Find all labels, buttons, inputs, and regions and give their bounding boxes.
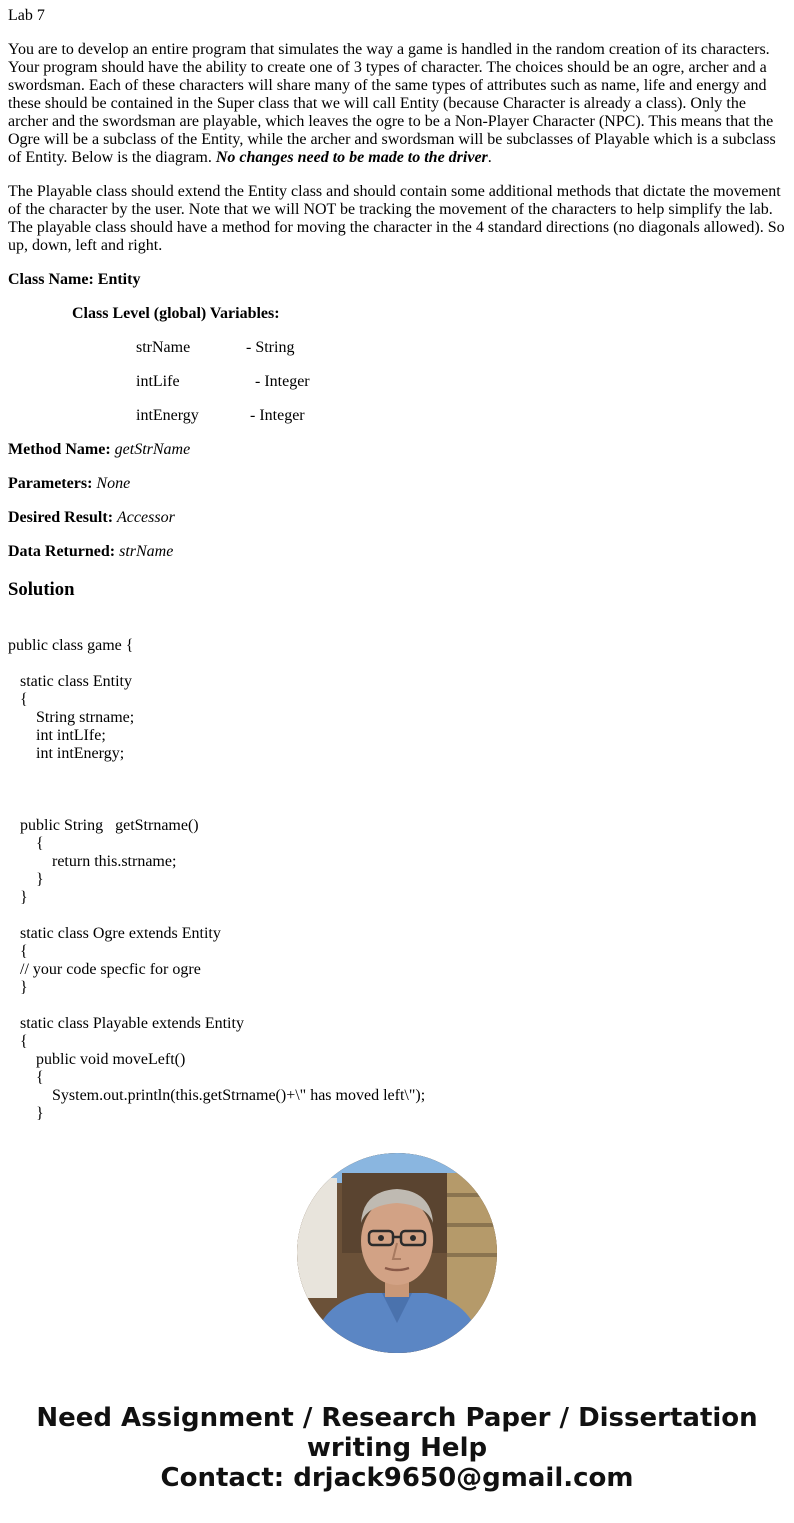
document-body [8, 7, 786, 1123]
code-line [8, 799, 786, 817]
avatar-photo [297, 1153, 497, 1353]
code-line: static class Entity [8, 673, 132, 690]
code-line: return this.strname; [8, 853, 177, 870]
variables-heading: Class Level (global) Variables: [72, 305, 280, 322]
driver-note: No changes need to be made to the driver [215, 149, 488, 166]
code-line: { [8, 943, 28, 960]
variable-row-intlife: intLife - Integer [136, 373, 310, 390]
solution-heading: Solution [8, 579, 75, 600]
class-name-heading: Class Name: Entity [8, 271, 141, 288]
banner-line-2: writing Help [306, 1433, 488, 1463]
playable-paragraph: The Playable class should extend the Entity class and should contain some additional methods that dictate the movement of the character by the user. Note that we will NOT be tracking the movement of the characters to help simplify the lab. The playable class should have a method for moving the character in the 4 standard directions (no diagonals allowed). So up, down, left and right. [8, 183, 785, 254]
banner-line-1: Need Assignment / Research Paper / Dissertation [36, 1403, 758, 1433]
variable-row-intenergy: intEnergy - Integer [136, 407, 305, 424]
data-returned-line: Data Returned: strName [8, 543, 174, 560]
code-line: { [8, 691, 28, 708]
intro-paragraph: You are to develop an entire program that simulates the way a game is handled in the random creation of its characters. Your program should have the ability to create one of 3 types of character. The choices should be an ogre, archer and a swordsman. Each of these characters will share many of the same types of attributes such as name, life and energy and these should be contained in the Super class that we will call Entity (because Character is already a class). Only the archer and the swordsman are playable, which leaves the ogre to be a Non-Player Character (NPC). This means that the Ogre will be a subclass of the Entity, while the archer and swordsman will be subclasses of Playable which is a subclass of Entity. Below is the diagram. No changes need to be made to the driver. [8, 41, 776, 166]
parameters-line: Parameters: None [8, 475, 131, 492]
author-avatar [297, 1153, 497, 1353]
banner-contact: Contact: drjack9650@gmail.com [160, 1463, 634, 1493]
help-banner [0, 1403, 794, 1493]
code-line [8, 655, 786, 673]
code-line: static class Playable extends Entity [8, 1015, 244, 1032]
code-line [8, 997, 786, 1015]
intro-text: You are to develop an entire program that simulates the way a game is handled in the random creation of its characters. Your program should have the ability to create one of 3 types of character. The choices should be an ogre, archer and a swordsman. Each of these characters will share many of the same types of attributes such as name, life and energy and these should be contained in the Super class that we will call Entity (because Character is already a class). Only the archer and the swordsman are playable, which leaves the ogre to be a Non-Player Character (NPC). This means that the Ogre will be a subclass of the Entity, while the archer and swordsman will be subclasses of Playable which is a subclass of Entity. Below is the diagram. [8, 41, 776, 166]
method-name-line: Method Name: getStrName [8, 441, 191, 458]
code-line: } [8, 1105, 44, 1122]
code-line: } [8, 871, 44, 888]
code-line: // your code specfic for ogre [8, 961, 201, 978]
code-line [8, 781, 786, 799]
code-line: { [8, 1069, 44, 1086]
code-line: String strname; [8, 709, 135, 726]
lab-title: Lab 7 [8, 7, 45, 24]
code-line: } [8, 979, 28, 996]
code-line: static class Ogre extends Entity [8, 925, 221, 942]
code-line: { [8, 835, 44, 852]
code-line: public class game { [8, 637, 134, 654]
code-block [8, 637, 786, 1123]
code-line: System.out.println(this.getStrname()+\" has moved left\"); [8, 1087, 426, 1104]
code-line: int intEnergy; [8, 745, 125, 762]
code-line: { [8, 1033, 28, 1050]
variable-row-strname: strName - String [136, 339, 295, 356]
code-line: } [8, 889, 28, 906]
code-line [8, 907, 786, 925]
code-line: int intLIfe; [8, 727, 106, 744]
desired-result-line: Desired Result: Accessor [8, 509, 175, 526]
code-line [8, 763, 786, 781]
code-line: public void moveLeft() [8, 1051, 186, 1068]
code-line: public String getStrname() [8, 817, 199, 834]
